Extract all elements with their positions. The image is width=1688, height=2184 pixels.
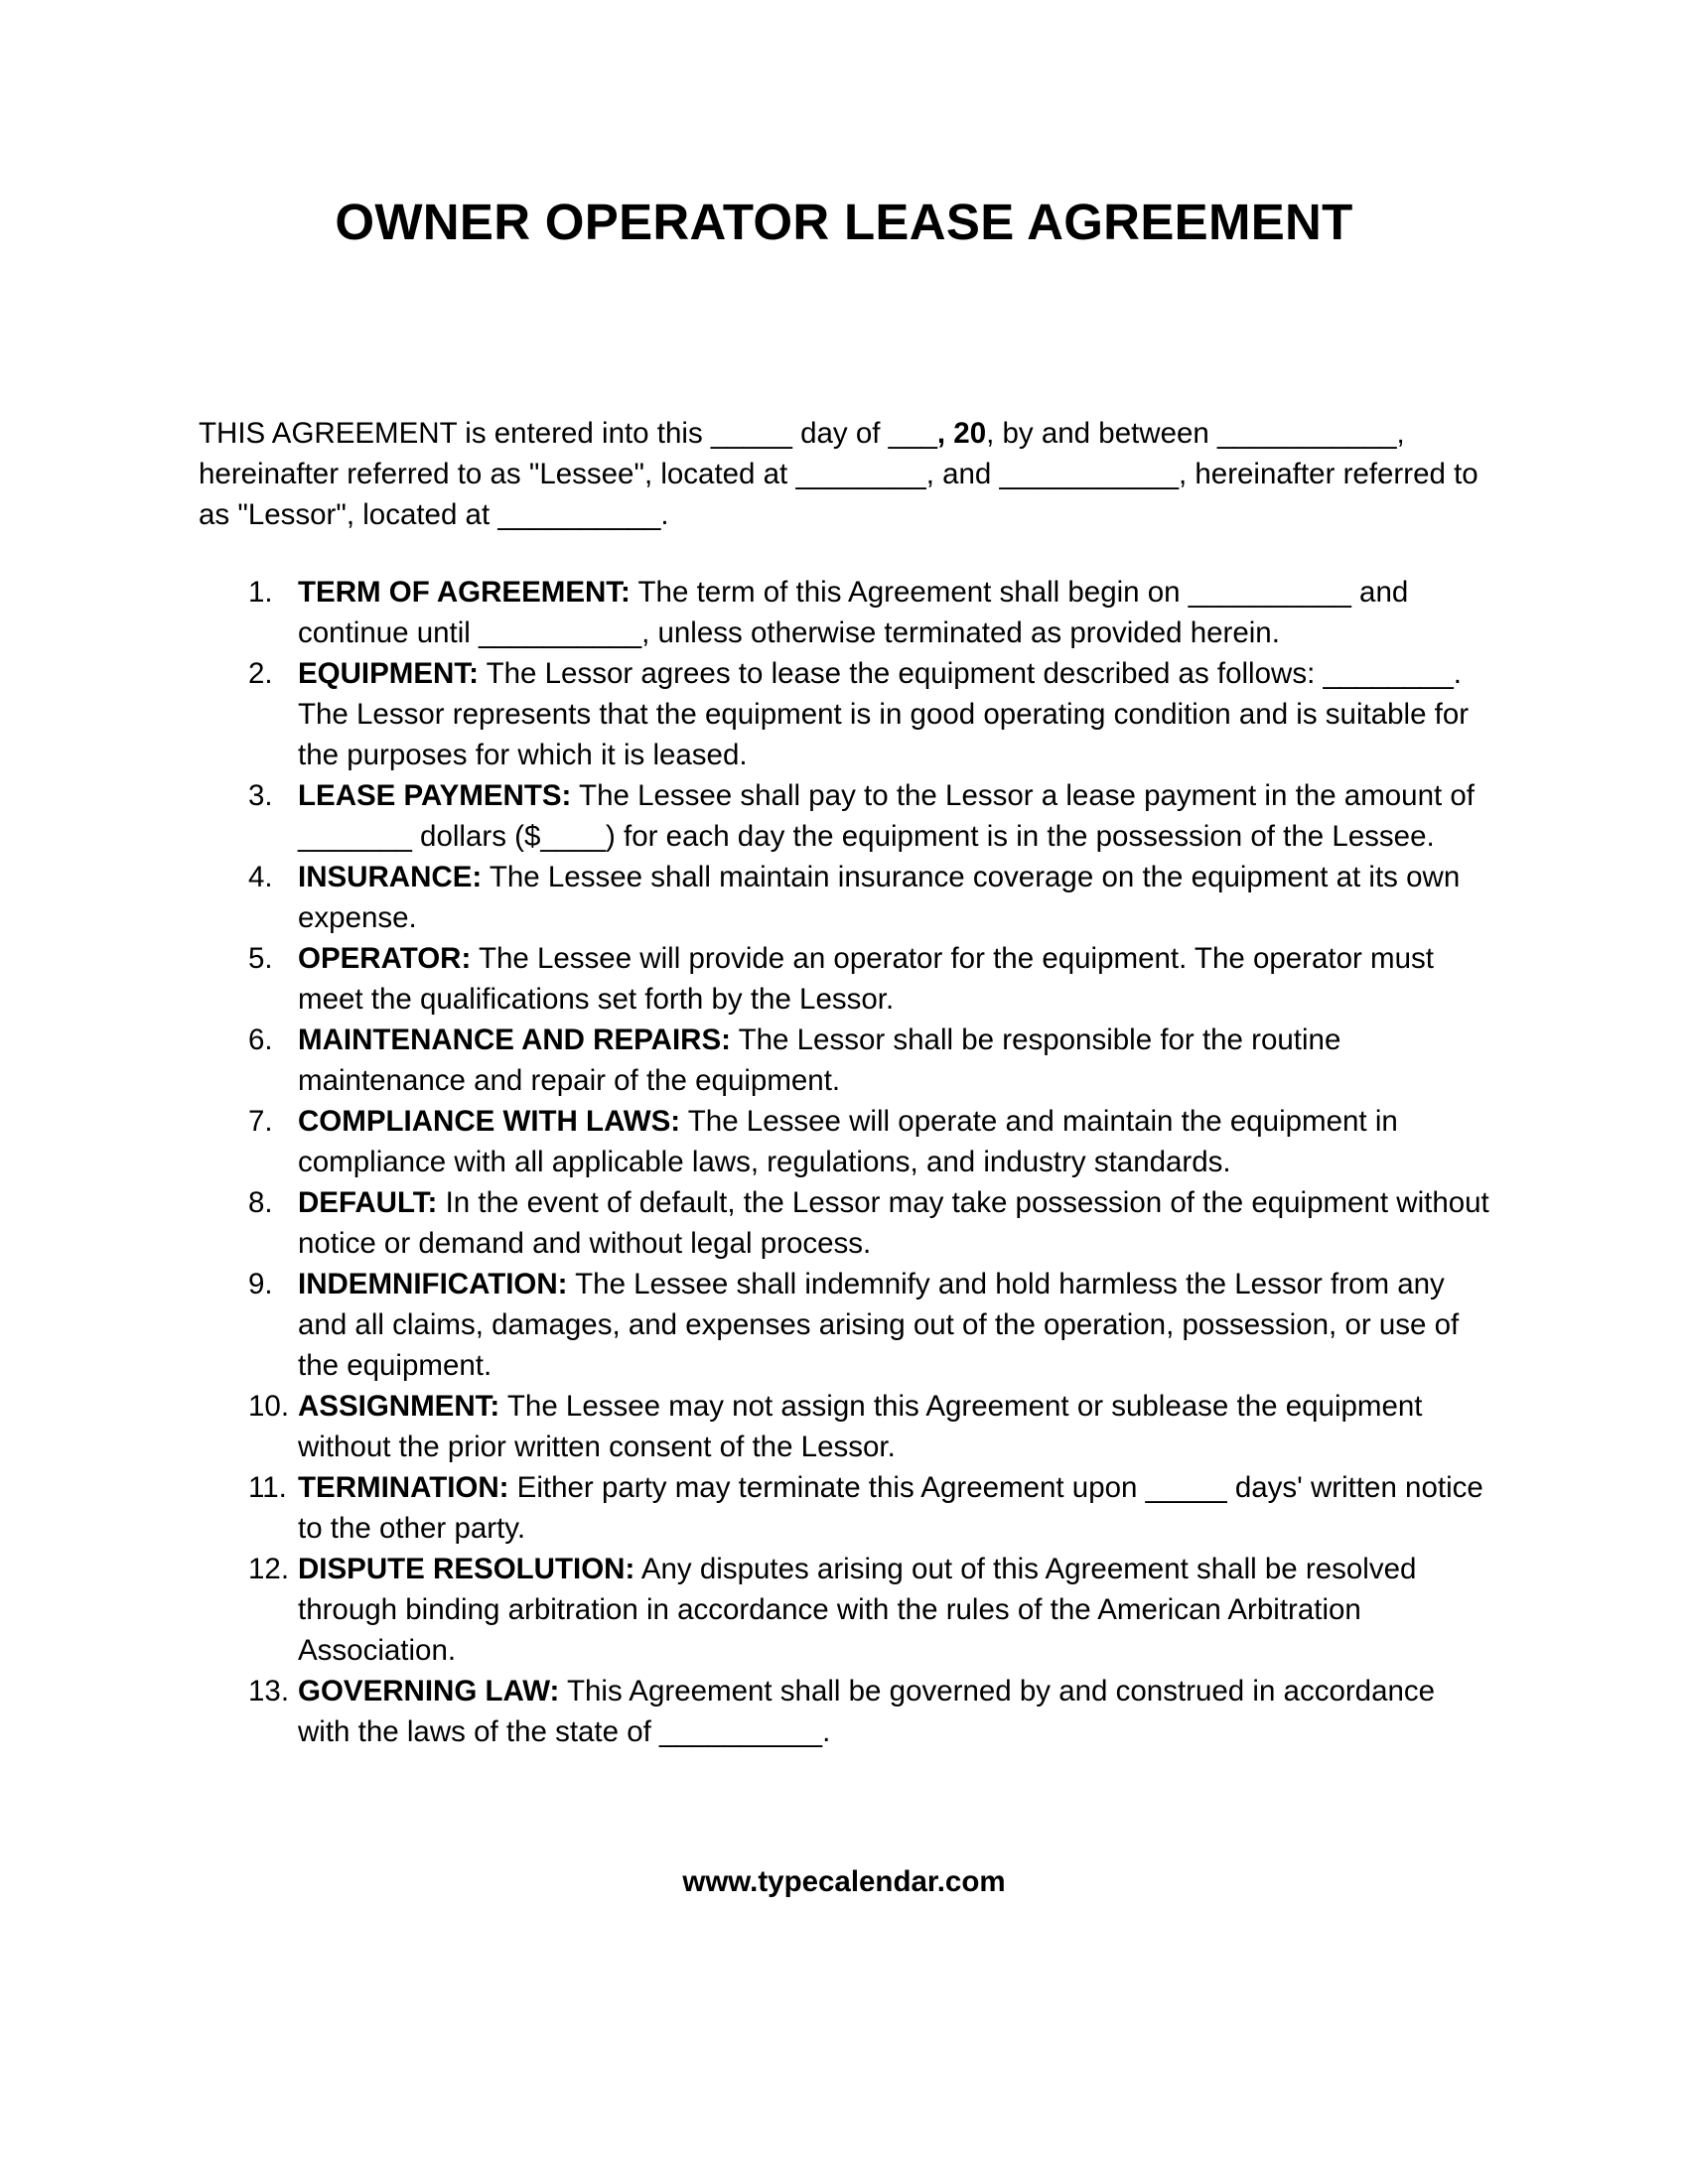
term-body — [298, 775, 1489, 857]
term-number: 1. — [248, 576, 273, 609]
intro-text-part1: THIS AGREEMENT is entered into this _____ day of ___ — [199, 417, 937, 450]
term-text: The Lessee will operate and maintain the equipment in compliance with all applicable laws, regulations, and industry standards. — [298, 1105, 1398, 1178]
term-number: 11. — [248, 1471, 287, 1504]
term-text: The Lessee will provide an operator for the equipment. The operator must meet the qualifications set forth by the Lessor. — [298, 942, 1434, 1016]
term-heading: INDEMNIFICATION: — [298, 1268, 568, 1300]
term-number: 10. — [248, 1390, 290, 1423]
term-text: The Lessee shall indemnify and hold harmless the Lessor from any and all claims, damages, and expenses arising out of the operation, possession, or use of the equipment. — [298, 1268, 1460, 1382]
term-body — [298, 857, 1489, 938]
term-body — [298, 1549, 1489, 1671]
intro-text-part2: , by and between ___________, hereinafter referred to as "Lessee", located at ________, and ___________, hereinafter referred to as "Lessor", located at __________. — [199, 417, 1478, 531]
term-text: Either party may terminate this Agreement upon _____ days' written notice to the other party. — [298, 1471, 1483, 1545]
term-item — [199, 775, 1489, 857]
term-item — [199, 1101, 1489, 1182]
term-number: 13. — [248, 1675, 290, 1707]
term-item — [199, 1182, 1489, 1264]
term-item — [199, 572, 1489, 653]
term-item — [199, 653, 1489, 775]
term-body — [298, 1386, 1489, 1467]
term-body — [298, 1101, 1489, 1182]
term-item — [199, 1386, 1489, 1467]
term-item — [199, 1467, 1489, 1549]
term-heading: INSURANCE: — [298, 861, 483, 893]
term-heading: ASSIGNMENT: — [298, 1390, 500, 1423]
document-title: OWNER OPERATOR LEASE AGREEMENT — [335, 194, 1353, 250]
term-heading: COMPLIANCE WITH LAWS: — [298, 1105, 681, 1138]
intro-year-bold: , 20 — [936, 417, 987, 450]
term-body — [298, 653, 1489, 775]
term-number: 6. — [248, 1024, 273, 1056]
term-item — [199, 1671, 1489, 1752]
term-item — [199, 938, 1489, 1020]
term-number: 12. — [248, 1553, 290, 1585]
term-text: The Lessee may not assign this Agreement or sublease the equipment without the prior written consent of the Lessor. — [298, 1390, 1423, 1463]
term-item — [199, 1549, 1489, 1671]
term-text: The Lessor agrees to lease the equipment described as follows: ________. The Lessor represents that the equipment is in good operating condition and is suitable for the purposes for which it is leased. — [298, 657, 1470, 771]
term-item — [199, 1264, 1489, 1386]
term-heading: TERMINATION: — [298, 1471, 509, 1504]
term-heading: LEASE PAYMENTS: — [298, 779, 572, 812]
term-number: 3. — [248, 779, 273, 812]
term-item — [199, 1020, 1489, 1101]
term-text: In the event of default, the Lessor may take possession of the equipment without notice or demand and without legal process. — [298, 1186, 1489, 1260]
term-number: 2. — [248, 657, 273, 690]
term-text: The Lessee shall pay to the Lessor a lease payment in the amount of _______ dollars ($____) for each day the equipment is in the possession of the Lessee. — [298, 779, 1475, 853]
term-heading: TERM OF AGREEMENT: — [298, 576, 631, 609]
term-text: The term of this Agreement shall begin on __________ and continue until __________, unless otherwise terminated as provided herein. — [298, 576, 1409, 649]
term-body — [298, 1264, 1489, 1386]
term-number: 8. — [248, 1186, 273, 1219]
footer-website: www.typecalendar.com — [682, 1865, 1006, 1898]
term-heading: DISPUTE RESOLUTION: — [298, 1553, 635, 1585]
intro-paragraph — [199, 413, 1489, 535]
term-body — [298, 938, 1489, 1020]
term-heading: EQUIPMENT: — [298, 657, 479, 690]
term-number: 7. — [248, 1105, 273, 1138]
term-body — [298, 1182, 1489, 1264]
term-body — [298, 1467, 1489, 1549]
term-item — [199, 857, 1489, 938]
terms-list — [199, 572, 1489, 1752]
term-number: 4. — [248, 861, 273, 893]
term-heading: OPERATOR: — [298, 942, 472, 975]
term-text: The Lessor shall be responsible for the routine maintenance and repair of the equipment. — [298, 1024, 1341, 1097]
term-text: This Agreement shall be governed by and construed in accordance with the laws of the state of __________. — [298, 1675, 1436, 1748]
term-heading: DEFAULT: — [298, 1186, 438, 1219]
term-heading: MAINTENANCE AND REPAIRS: — [298, 1024, 731, 1056]
term-text: Any disputes arising out of this Agreement shall be resolved through binding arbitration in accordance with the rules of the American Arbitration Association. — [298, 1553, 1417, 1667]
term-heading: GOVERNING LAW: — [298, 1675, 560, 1707]
term-body — [298, 572, 1489, 653]
term-body — [298, 1671, 1489, 1752]
term-number: 9. — [248, 1268, 273, 1300]
term-body — [298, 1020, 1489, 1101]
term-text: The Lessee shall maintain insurance coverage on the equipment at its own expense. — [298, 861, 1461, 934]
term-number: 5. — [248, 942, 273, 975]
